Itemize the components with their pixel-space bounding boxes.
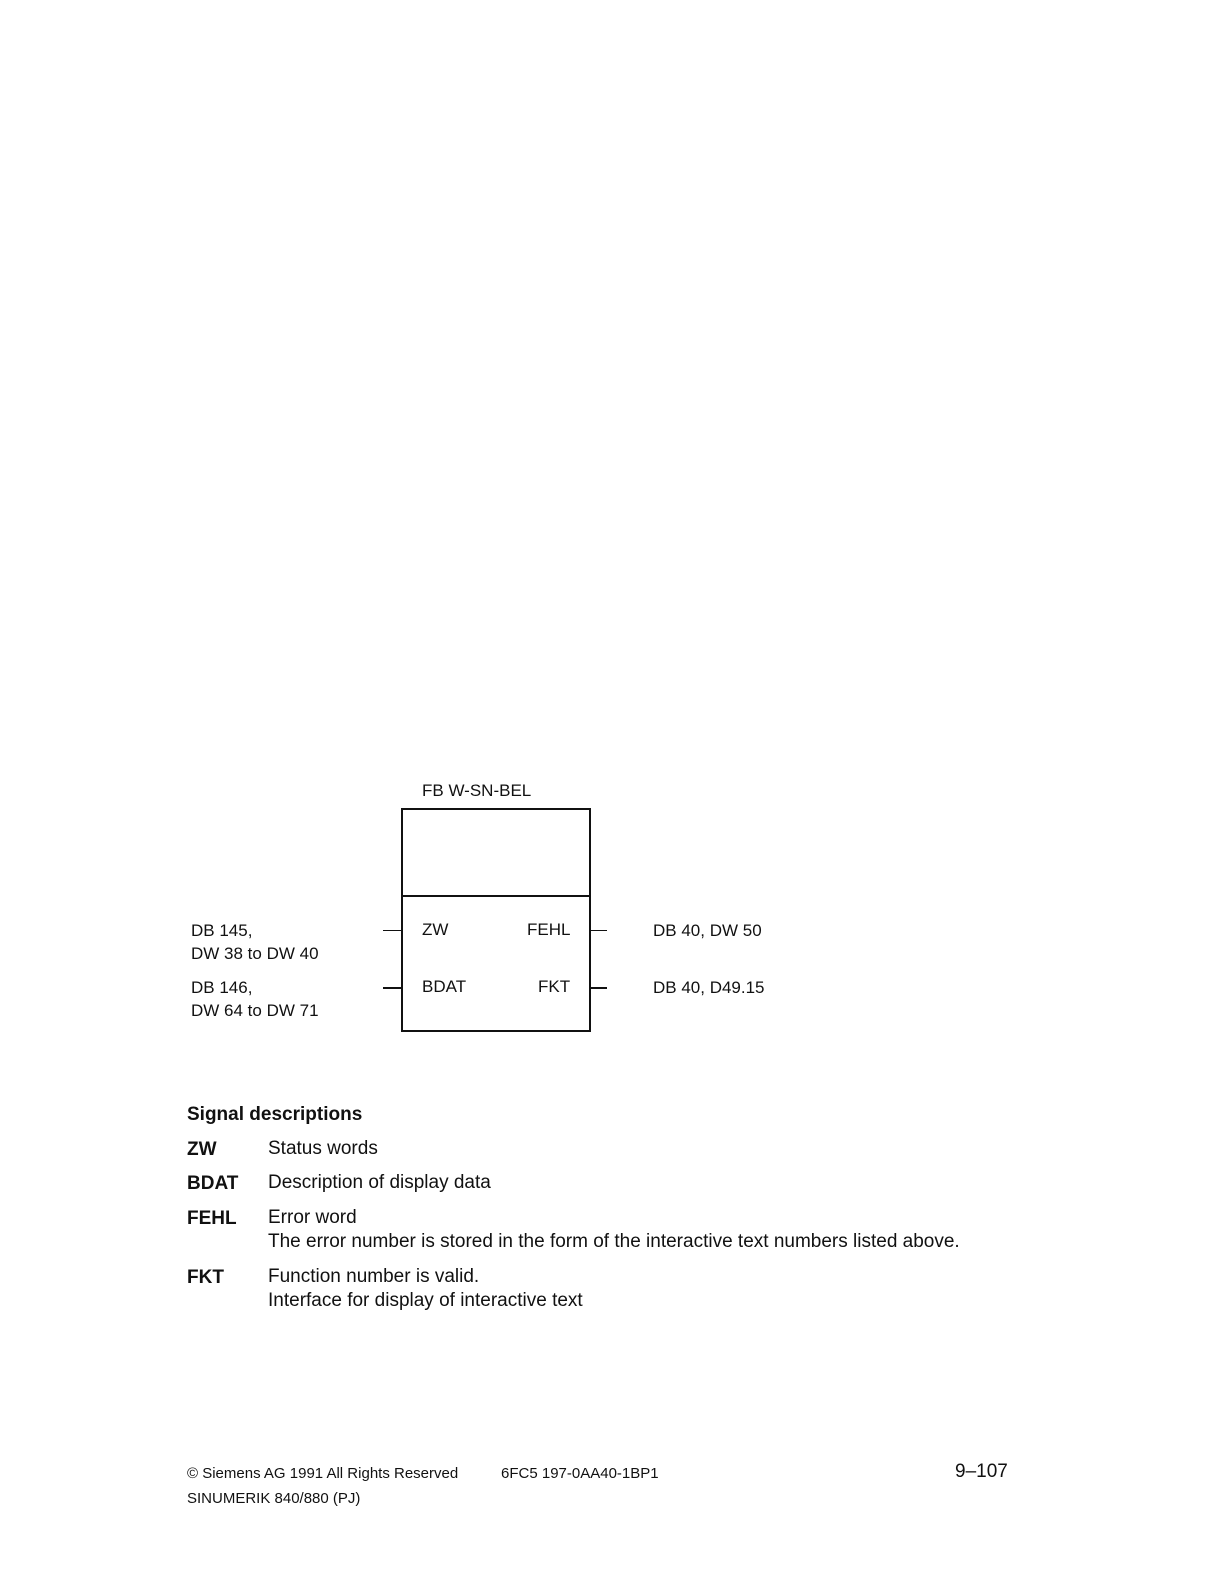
- signal-desc-line: Function number is valid.: [268, 1266, 480, 1287]
- output-connector-fkt: [589, 987, 607, 989]
- footer-order-number: 6FC5 197-0AA40-1BP1: [501, 1465, 659, 1482]
- block-divider: [403, 895, 589, 897]
- page-number: 9–107: [955, 1461, 1008, 1482]
- output-target-fehl: DB 40, DW 50: [653, 921, 762, 940]
- input-source-range: DW 64 to DW 71: [191, 1001, 319, 1020]
- input-source-zw: [191, 919, 319, 965]
- input-source-bdat: [191, 976, 319, 1022]
- signal-desc-line: Description of display data: [268, 1172, 491, 1193]
- block-title: FB W-SN-BEL: [422, 781, 532, 800]
- footer-copyright: © Siemens AG 1991 All Rights Reserved: [187, 1465, 459, 1482]
- signal-desc-line: Interface for display of interactive text: [268, 1290, 583, 1311]
- output-target-fkt: DB 40, D49.15: [653, 978, 765, 997]
- signal-key-zw: ZW: [187, 1139, 217, 1160]
- input-source-db: DB 145,: [191, 921, 253, 940]
- signal-desc-fehl: [268, 1206, 960, 1254]
- pin-bdat: BDAT: [422, 977, 467, 996]
- pin-zw: ZW: [422, 920, 449, 939]
- pin-fkt: FKT: [538, 977, 571, 996]
- signal-key-fehl: FEHL: [187, 1208, 237, 1229]
- section-heading: Signal descriptions: [187, 1104, 363, 1125]
- input-source-range: DW 38 to DW 40: [191, 944, 319, 963]
- footer-product: SINUMERIK 840/880 (PJ): [187, 1490, 361, 1507]
- output-connector-fehl: [589, 930, 607, 931]
- signal-desc-line: Status words: [268, 1138, 378, 1159]
- signal-key-bdat: BDAT: [187, 1173, 239, 1194]
- signal-desc-bdat: [268, 1171, 491, 1195]
- signal-key-fkt: FKT: [187, 1267, 224, 1288]
- input-source-db: DB 146,: [191, 978, 253, 997]
- signal-desc-zw: [268, 1137, 378, 1161]
- signal-desc-line: Error word: [268, 1207, 357, 1228]
- pin-fehl: FEHL: [527, 920, 571, 939]
- signal-desc-fkt: [268, 1265, 583, 1313]
- input-connector-bdat: [383, 987, 401, 989]
- signal-desc-line: The error number is stored in the form of the interactive text numbers listed above.: [268, 1231, 960, 1252]
- input-connector-zw: [383, 930, 401, 931]
